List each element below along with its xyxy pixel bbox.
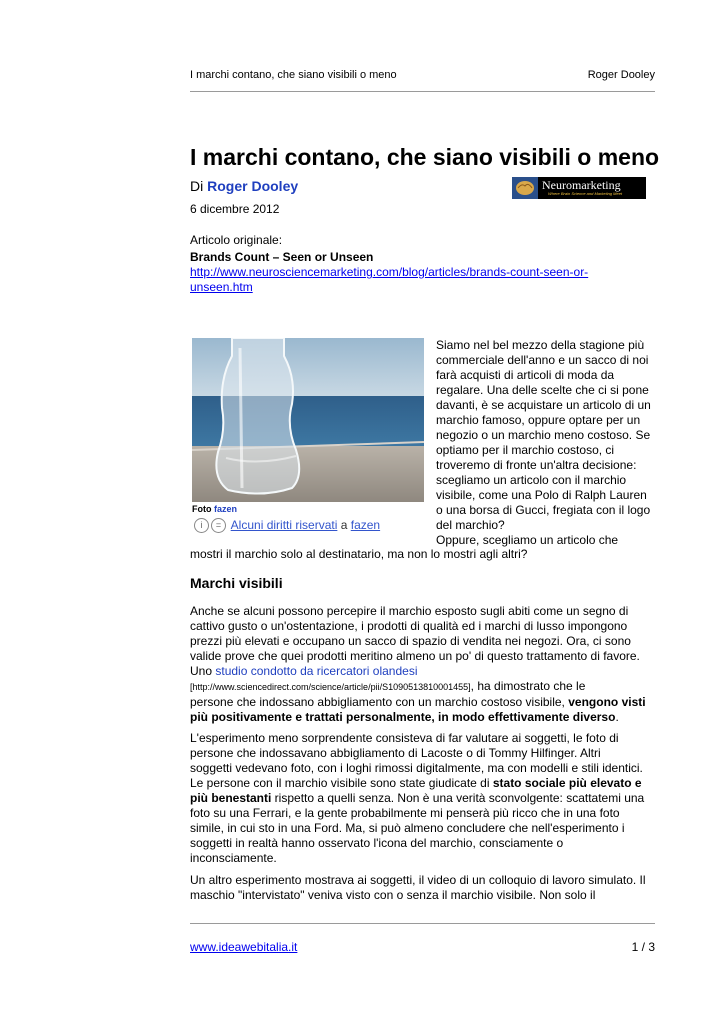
intro-line: optiamo per il marchio costoso, ci bbox=[436, 443, 615, 457]
bold-highlight: più benestanti bbox=[190, 791, 272, 805]
author-name: Roger Dooley bbox=[207, 178, 299, 194]
byline-prefix: Di bbox=[190, 178, 208, 194]
bold-highlight: stato sociale più elevato e bbox=[492, 776, 642, 790]
neuromarketing-logo bbox=[512, 177, 646, 199]
publish-date: 6 dicembre 2012 bbox=[190, 202, 280, 216]
footer-rule bbox=[190, 923, 655, 924]
bold-highlight: vengono visti bbox=[568, 695, 646, 709]
intro-paragraph bbox=[436, 338, 658, 533]
study-reference: [http://www.sciencedirect.com/science/article/pii/S1090513810001455] bbox=[190, 682, 471, 692]
text-line bbox=[190, 679, 658, 695]
caption-prefix: Foto bbox=[192, 504, 214, 514]
cc-author-link[interactable]: fazen bbox=[350, 518, 381, 532]
paragraph-2 bbox=[190, 731, 658, 866]
intro-line: scegliamo un articolo con il marchio bbox=[436, 473, 627, 487]
intro-line: del marchio? bbox=[436, 518, 505, 532]
original-title: Brands Count – Seen or Unseen bbox=[190, 250, 374, 264]
line-text: Le persone con il marchio visibile sono state giudicate di bbox=[190, 776, 493, 790]
text-line: simile, in cui sto in una Ford. Ma, si può almeno concludere che nell'esperimento i bbox=[190, 821, 625, 835]
photo-caption bbox=[192, 504, 237, 514]
intro-line: marchio famoso, oppure optare per un bbox=[436, 413, 641, 427]
cc-noncommercial-icon: = bbox=[211, 518, 226, 533]
text-line bbox=[190, 710, 658, 725]
oppure-line-2: mostri il marchio solo al destinatario, ma non lo mostri agli altri? bbox=[190, 547, 528, 561]
cc-rights-link[interactable]: Alcuni diritti riservati bbox=[230, 518, 338, 532]
text-line: Un altro esperimento mostrava ai soggetti, il video di un colloquio di lavoro simulato. Il bbox=[190, 873, 646, 887]
original-article bbox=[190, 233, 588, 295]
intro-line: davanti, è se acquistare un articolo di un bbox=[436, 398, 651, 412]
intro-line: farà acquisti di articoli di moda da bbox=[436, 368, 615, 382]
intro-line: commerciale dell'anno e un sacco di noi bbox=[436, 353, 649, 367]
intro-line: o una borsa di Gucci, fregiata con il logo bbox=[436, 503, 651, 517]
text-line: valide prove che quei prodotti meritino almeno un po' di questo trattamento di favore. bbox=[190, 649, 640, 663]
ref-after: , ha dimostrato che le bbox=[470, 679, 586, 693]
study-link[interactable]: studio condotto da ricercatori olandesi bbox=[215, 664, 418, 678]
running-header-author: Roger Dooley bbox=[587, 69, 655, 81]
cc-by-word: a bbox=[340, 518, 348, 532]
cc-attribution-icon: i bbox=[194, 518, 209, 533]
bold-highlight: più positivamente e trattati personalmente, in modo effettivamente diverso bbox=[190, 710, 616, 724]
text-line: Anche se alcuni possono percepire il marchio esposto sugli abiti come un segno di bbox=[190, 604, 629, 618]
bottle-photo bbox=[192, 338, 424, 502]
intro-line: negozio o un marchio meno costoso. Se bbox=[436, 428, 651, 442]
uno-word: Uno bbox=[190, 664, 216, 678]
page-title: I marchi contano, che siano visibili o meno bbox=[190, 144, 660, 170]
section-heading: Marchi visibili bbox=[190, 575, 283, 591]
intro-line: troveremo di fronte un'altra decisione: bbox=[436, 458, 637, 472]
text-line: maschio "intervistato" veniva visto con o senza il marchio visibile. Non solo il bbox=[190, 888, 596, 902]
text-line: cattivo gusto o un'ostentazione, i prodotti di qualità ed i marchi di lusso impongono bbox=[190, 619, 628, 633]
text-line: soggetti in realtà hanno osservato l'icona del marchio, consciamente o bbox=[190, 836, 564, 850]
original-url-link[interactable]: http://www.neurosciencemarketing.com/blog/articles/brands-count-seen-or- bbox=[190, 265, 589, 279]
byline bbox=[190, 178, 298, 194]
original-url-link-cont[interactable]: unseen.htm bbox=[190, 280, 253, 294]
text-line: L'esperimento meno sorprendente consisteva di far valutare ai soggetti, le foto di bbox=[190, 731, 619, 745]
text-line: soggetti vedevano foto, con i loghi rimossi digitalmente, ma con modelli e stili identici. bbox=[190, 761, 643, 775]
paragraph-3 bbox=[190, 873, 658, 903]
caption-author-link[interactable]: fazen bbox=[214, 504, 238, 514]
text-line bbox=[190, 776, 658, 791]
persone-text: persone che indossano abbigliamento con un marchio costoso visibile, bbox=[190, 695, 569, 709]
text-line: persone che indossavano abbigliamento di Lacoste o di Tommy Hilfinger. Altri bbox=[190, 746, 601, 760]
text-line: inconsciamente. bbox=[190, 851, 277, 865]
footer-site-link[interactable]: www.ideawebitalia.it bbox=[190, 940, 298, 954]
text-line bbox=[190, 664, 658, 679]
paragraph-1 bbox=[190, 604, 658, 725]
text-line: prezzi più elevati e occupano un sacco di spazio di vendita nei negozi. Ora, ci sono bbox=[190, 634, 631, 648]
text-line bbox=[190, 791, 658, 806]
original-label: Articolo originale: bbox=[190, 233, 283, 247]
intro-line: Siamo nel bel mezzo della stagione più bbox=[436, 338, 645, 352]
oppure-line-1: Oppure, scegliamo un articolo che bbox=[436, 533, 619, 547]
text-line bbox=[190, 695, 658, 710]
period: . bbox=[615, 710, 619, 724]
intro-line: regalare. Una delle scelte che ci si pone bbox=[436, 383, 649, 397]
text-line: foto su una Ferrari, e la gente probabilmente mi penserà più ricco che in una foto bbox=[190, 806, 620, 820]
logo-name: Neuromarketing bbox=[542, 178, 621, 192]
running-header-title: I marchi contano, che siano visibili o meno bbox=[190, 69, 397, 81]
logo-tagline: Where Brain Science and Marketing Meet bbox=[548, 191, 623, 196]
header-rule bbox=[190, 91, 655, 92]
intro-line: visibile, come una Polo di Ralph Lauren bbox=[436, 488, 647, 502]
cc-license bbox=[194, 518, 380, 533]
page-number: 1 / 3 bbox=[631, 940, 655, 954]
line-text: rispetto a quelli senza. Non è una verità sconvolgente: scattatemi una bbox=[271, 791, 645, 805]
